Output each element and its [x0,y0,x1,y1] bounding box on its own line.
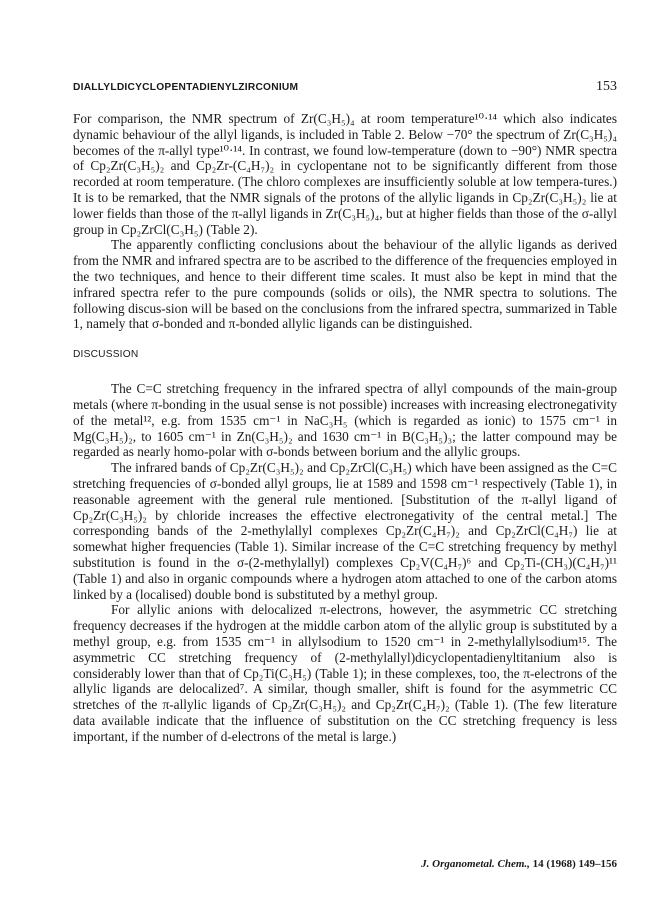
section-heading-discussion: DISCUSSION [73,349,139,361]
running-title: DIALLYLDICYCLOPENTADIENYLZIRCONIUM [73,82,299,93]
footer-citation: 14 (1968) 149–156 [532,858,617,870]
running-head [73,79,617,101]
journal-footer [421,858,617,870]
paragraph-conflicting-conclusions: The apparently conflicting conclusions about the behaviour of the allylic ligands as derived from the NMR and infrared spectra are to be ascribed to the difference of the frequencies employed in the two techniques, and hence to their different time scales. It must also be kept in mind that the infrared spectra refer to the pure compounds (solids or oils), the NMR spectra to solutions. The following discus-sion will be based on the conclusions from the infrared spectra, summarized in Table 1, namely that σ-bonded and π-bonded allylic ligands can be distinguished. [73,237,617,332]
footer-journal: J. Organometal. Chem., [421,858,530,870]
page-body [73,79,617,744]
paragraph-nmr-comparison: For comparison, the NMR spectrum of Zr(C₃H₅)₄ at room temperature¹⁰·¹⁴ which also indicates dynamic behaviour of the allyl ligands, is included in Table 2. Below −70° the spectrum of Zr(C₃H₅)₄ becomes of the π-allyl type¹⁰·¹⁴. In contrast, we found low-temperature (down to −90°) NMR spectra of Cp₂Zr(C₃H₅)₂ and Cp₂Zr-(C₄H₇)₂ in cyclopentane not to be significantly different from those recorded at room temperature. (The chloro complexes are insufficiently soluble at low tempera-tures.) It is to be remarked, that the NMR signals of the protons of the allylic ligands in Cp₂Zr(C₃H₅)₂ lie at lower fields than those of the π-allyl ligands in Zr(C₃H₅)₄, but at higher fields than those of the σ-allyl group in Cp₂ZrCl(C₃H₅) (Table 2). [73,111,617,237]
page-number: 153 [596,79,617,94]
paragraph-infrared-bands: The infrared bands of Cp₂Zr(C₃H₅)₂ and Cp₂ZrCl(C₃H₅) which have been assigned as the C=C stretching frequencies of σ-bonded allyl groups, lie at 1589 and 1598 cm⁻¹ respectively (Table 1), in reasonable agreement with the general rule mentioned. [Substitution of the π-allyl ligand of Cp₂Zr(C₃H₅)₂ by chloride increases the effective electronegativity of the central metal.] The corresponding bands of the 2-methylallyl complexes Cp₂Zr(C₄H₇)₂ and Cp₂ZrCl(C₄H₇) lie at somewhat higher frequencies (Table 1). Similar increase of the C=C stretching frequency by methyl substitution is found in the σ-(2-methylallyl) complexes Cp₂V(C₄H₇)⁶ and Cp₂Ti-(CH₃)(C₄H₇)¹¹ (Table 1) and also in organic compounds where a hydrogen atom attached to one of the carbon atoms linked by a (localised) double bond is substituted by a methyl group. [73,460,617,602]
paragraph-cc-stretching: The C=C stretching frequency in the infrared spectra of allyl compounds of the main-group metals (where π-bonding in the usual sense is not possible) increases with increasing electronegativity of the metal¹², e.g. from 1535 cm⁻¹ in NaC₃H₅ (which is regarded as ionic) to 1575 cm⁻¹ in Mg(C₃H₅)₂, to 1605 cm⁻¹ in Zn(C₃H₅)₂ and 1630 cm⁻¹ in B(C₃H₅)₃; the latter compound may be regarded as nearly homo-polar with σ-bonds between borium and the allylic groups. [73,381,617,460]
paragraph-allylic-anions: For allylic anions with delocalized π-electrons, however, the asymmetric CC stretching frequency decreases if the hydrogen at the middle carbon atom of the allylic group is substituted by a methyl group, e.g. from 1535 cm⁻¹ in allylsodium to 1520 cm⁻¹ in 2-methylallylsodium¹⁵. The asymmetric CC stretching frequency of (2-methylallyl)dicyclopentadienyltitanium also is considerably lower than that of Cp₂Ti(C₃H₅) (Table 1); in these complexes, too, the π-electrons of the allylic ligands are delocalized⁷. A similar, though smaller, shift is found for the asymmetric CC stretches of the π-allylic ligands of Cp₂Zr(C₃H₅)₂ and Cp₂Zr(C₄H₇)₂ (Table 1). (The few literature data available indicate that the influence of substitution on the CC stretching frequency is less important, if the number of d-electrons of the metal is large.) [73,602,617,744]
